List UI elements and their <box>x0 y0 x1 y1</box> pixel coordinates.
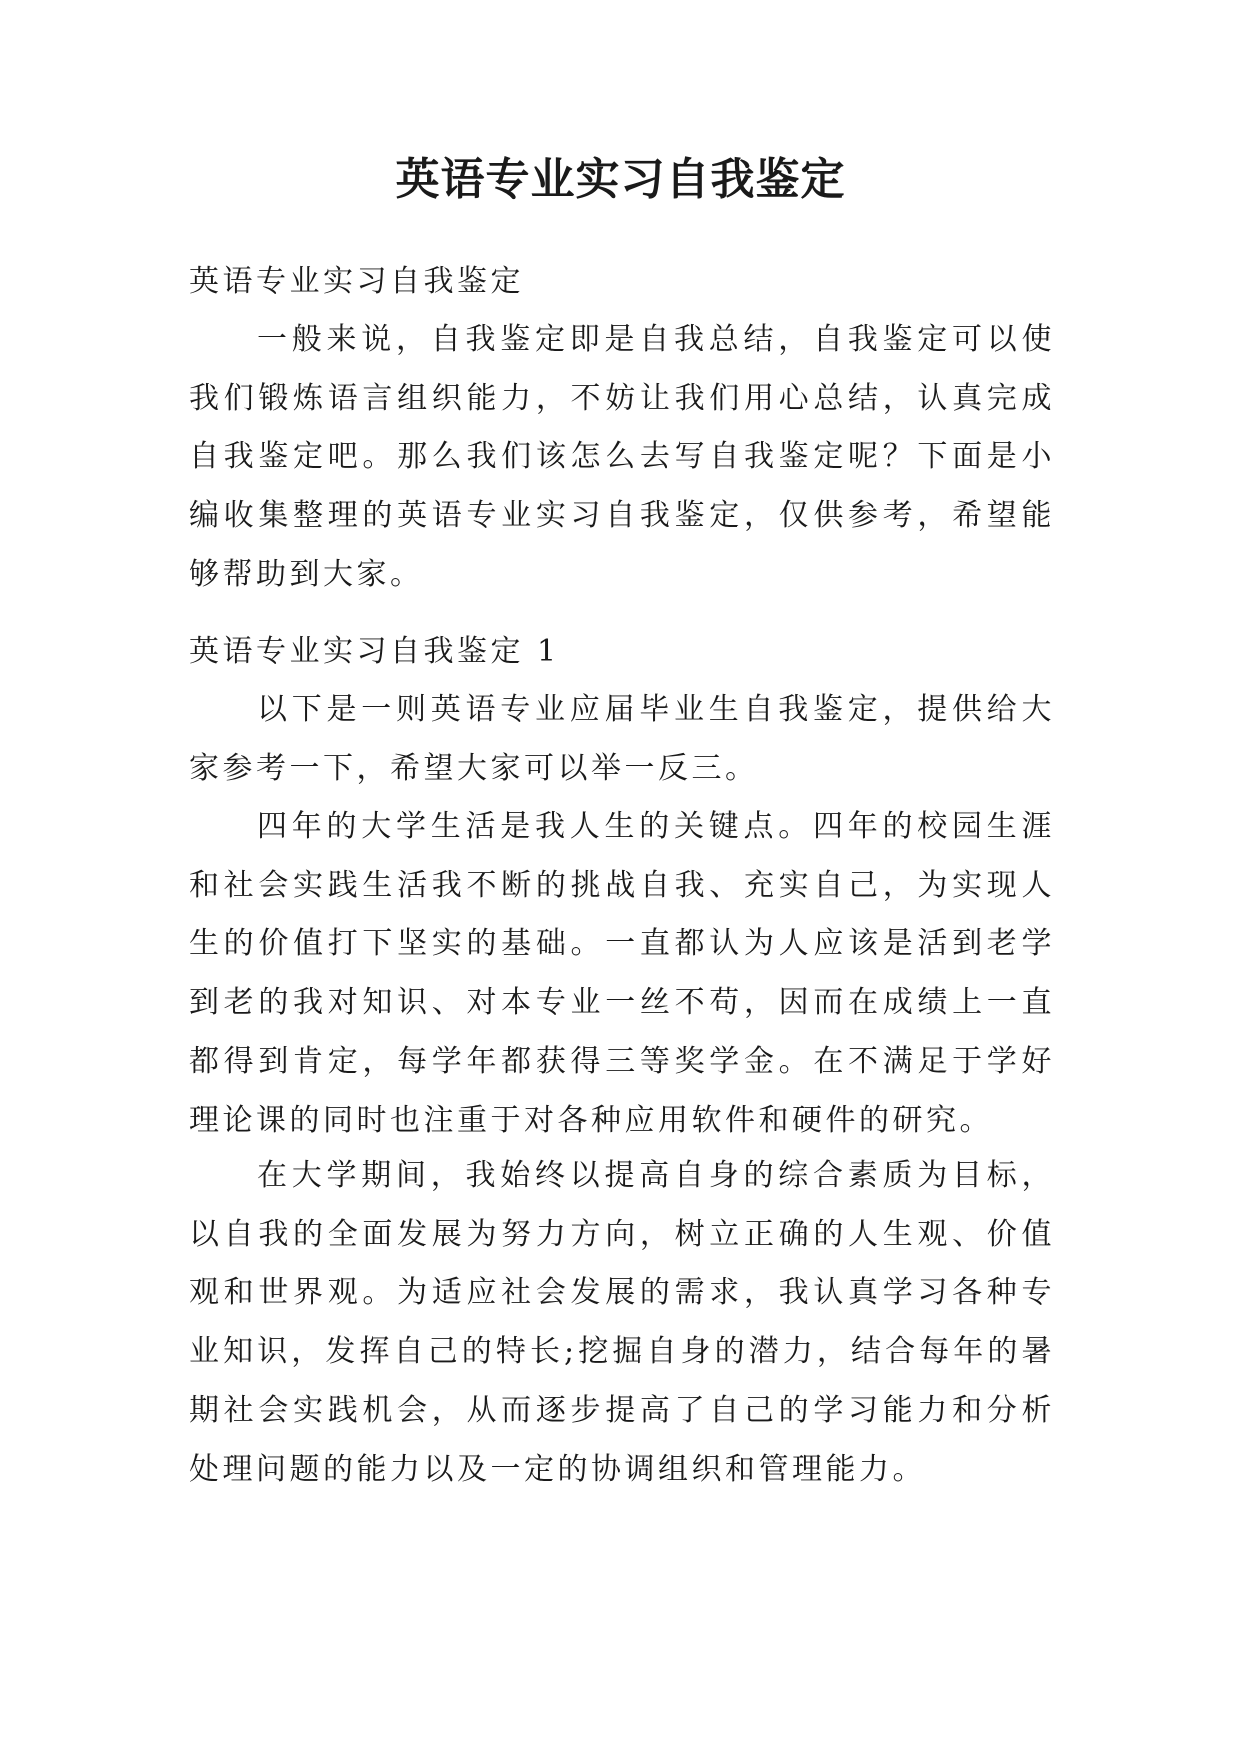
section-1-paragraph-1: 以下是一则英语专业应届毕业生自我鉴定，提供给大家参考一下，希望大家可以举一反三。 <box>189 692 1055 786</box>
document-title: 英语专业实习自我鉴定 <box>395 154 846 205</box>
intro-paragraph: 一般来说，自我鉴定即是自我总结，自我鉴定可以使我们锻炼语言组织能力，不妨让我们用心总结，认真完成自我鉴定吧。那么我们该怎么去写自我鉴定呢？下面是小编收集整理的英语专业实习自我鉴定，仅供参考，希望能够帮助到大家。 <box>189 322 1055 592</box>
intro-heading: 英语专业实习自我鉴定 <box>189 264 524 299</box>
section-1-paragraph-3: 在大学期间，我始终以提高自身的综合素质为目标，以自我的全面发展为努力方向，树立正确的人生观、价值观和世界观。为适应社会发展的需求，我认真学习各种专业知识，发挥自己的特长;挖掘自身的潜力，结合每年的暑期社会实践机会，从而逐步提高了自己的学习能力和分析处理问题的能力以及一定的协调组织和管理能力。 <box>189 1158 1055 1487</box>
section-1-paragraph-2: 四年的大学生活是我人生的关键点。四年的校园生涯和社会实践生活我不断的挑战自我、充实自己，为实现人生的价值打下坚实的基础。一直都认为人应该是活到老学到老的我对知识、对本专业一丝不苟，因而在成绩上一直都得到肯定，每学年都获得三等奖学金。在不满足于学好理论课的同时也注重于对各种应用软件和硬件的研究。 <box>189 809 1055 1138</box>
section-1-heading: 英语专业实习自我鉴定 1 <box>189 634 560 669</box>
